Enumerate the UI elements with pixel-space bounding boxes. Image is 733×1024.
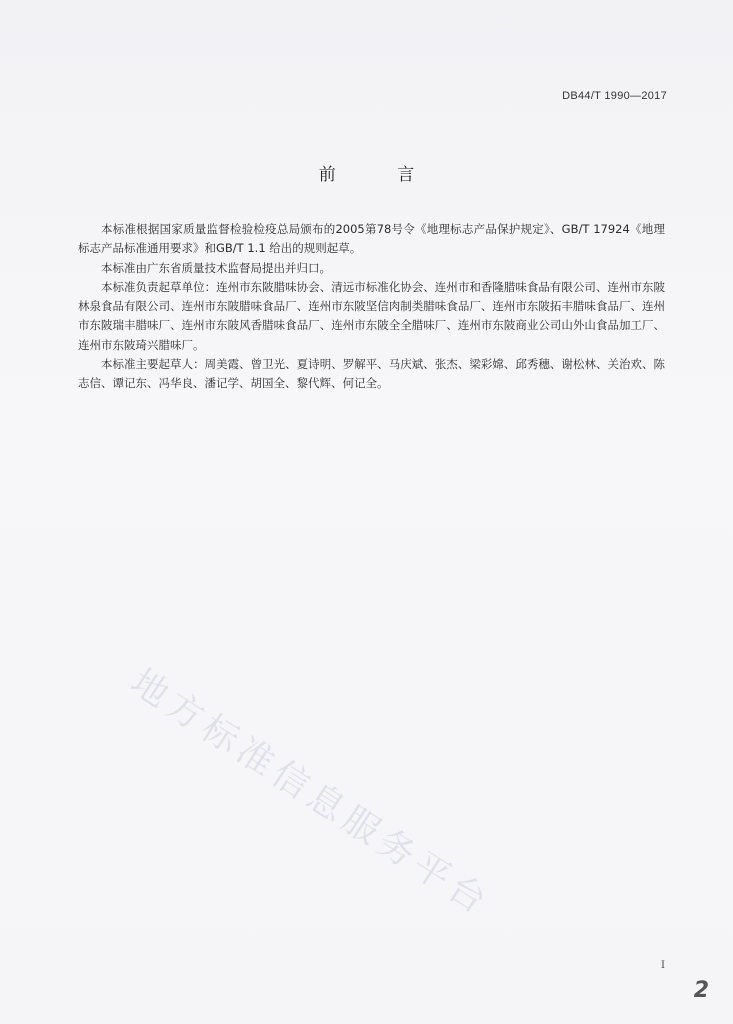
page-title: 前 言 <box>318 165 443 185</box>
paragraph-drafters: 本标准主要起草人：周美霞、曾卫光、夏诗明、罗解平、马庆斌、张杰、梁彩嫦、邱秀穗、谢松林、关治欢、陈志信、谭记东、冯华良、潘记学、胡国全、黎代辉、何记全。 <box>78 357 665 391</box>
standard-code: DB44/T 1990—2017 <box>562 90 667 102</box>
paragraph-drafting-units: 本标准负责起草单位：连州市东陂腊味协会、清远市标准化协会、连州市和香隆腊味食品有限公司、连州市东陂林泉食品有限公司、连州市东陂腊味食品厂、连州市东陂坚信肉制类腊味食品厂、连州市东陂拓丰腊味食品厂、连州市东陂瑞丰腊味厂、连州市东陂风香腊味食品厂、连州市东陂全全腊味厂、连州市东陂商业公司山外山食品加工厂、连州市东陂琦兴腊味厂。 <box>78 279 665 352</box>
paragraph-proposer: 本标准由广东省质量技术监督局提出并归口。 <box>101 260 331 275</box>
foreword-body <box>78 220 665 394</box>
paragraph-basis: 本标准根据国家质量监督检验检疫总局颁布的2005第78号令《地理标志产品保护规定》、GB/T 17924《地理标志产品标准通用要求》和GB/T 1.1 给出的规则起草。 <box>78 222 665 256</box>
watermark: 地方标准信息服务平台 <box>123 661 498 925</box>
page-number-roman: I <box>661 960 665 971</box>
handwritten-page-number: 2 <box>693 978 709 1003</box>
